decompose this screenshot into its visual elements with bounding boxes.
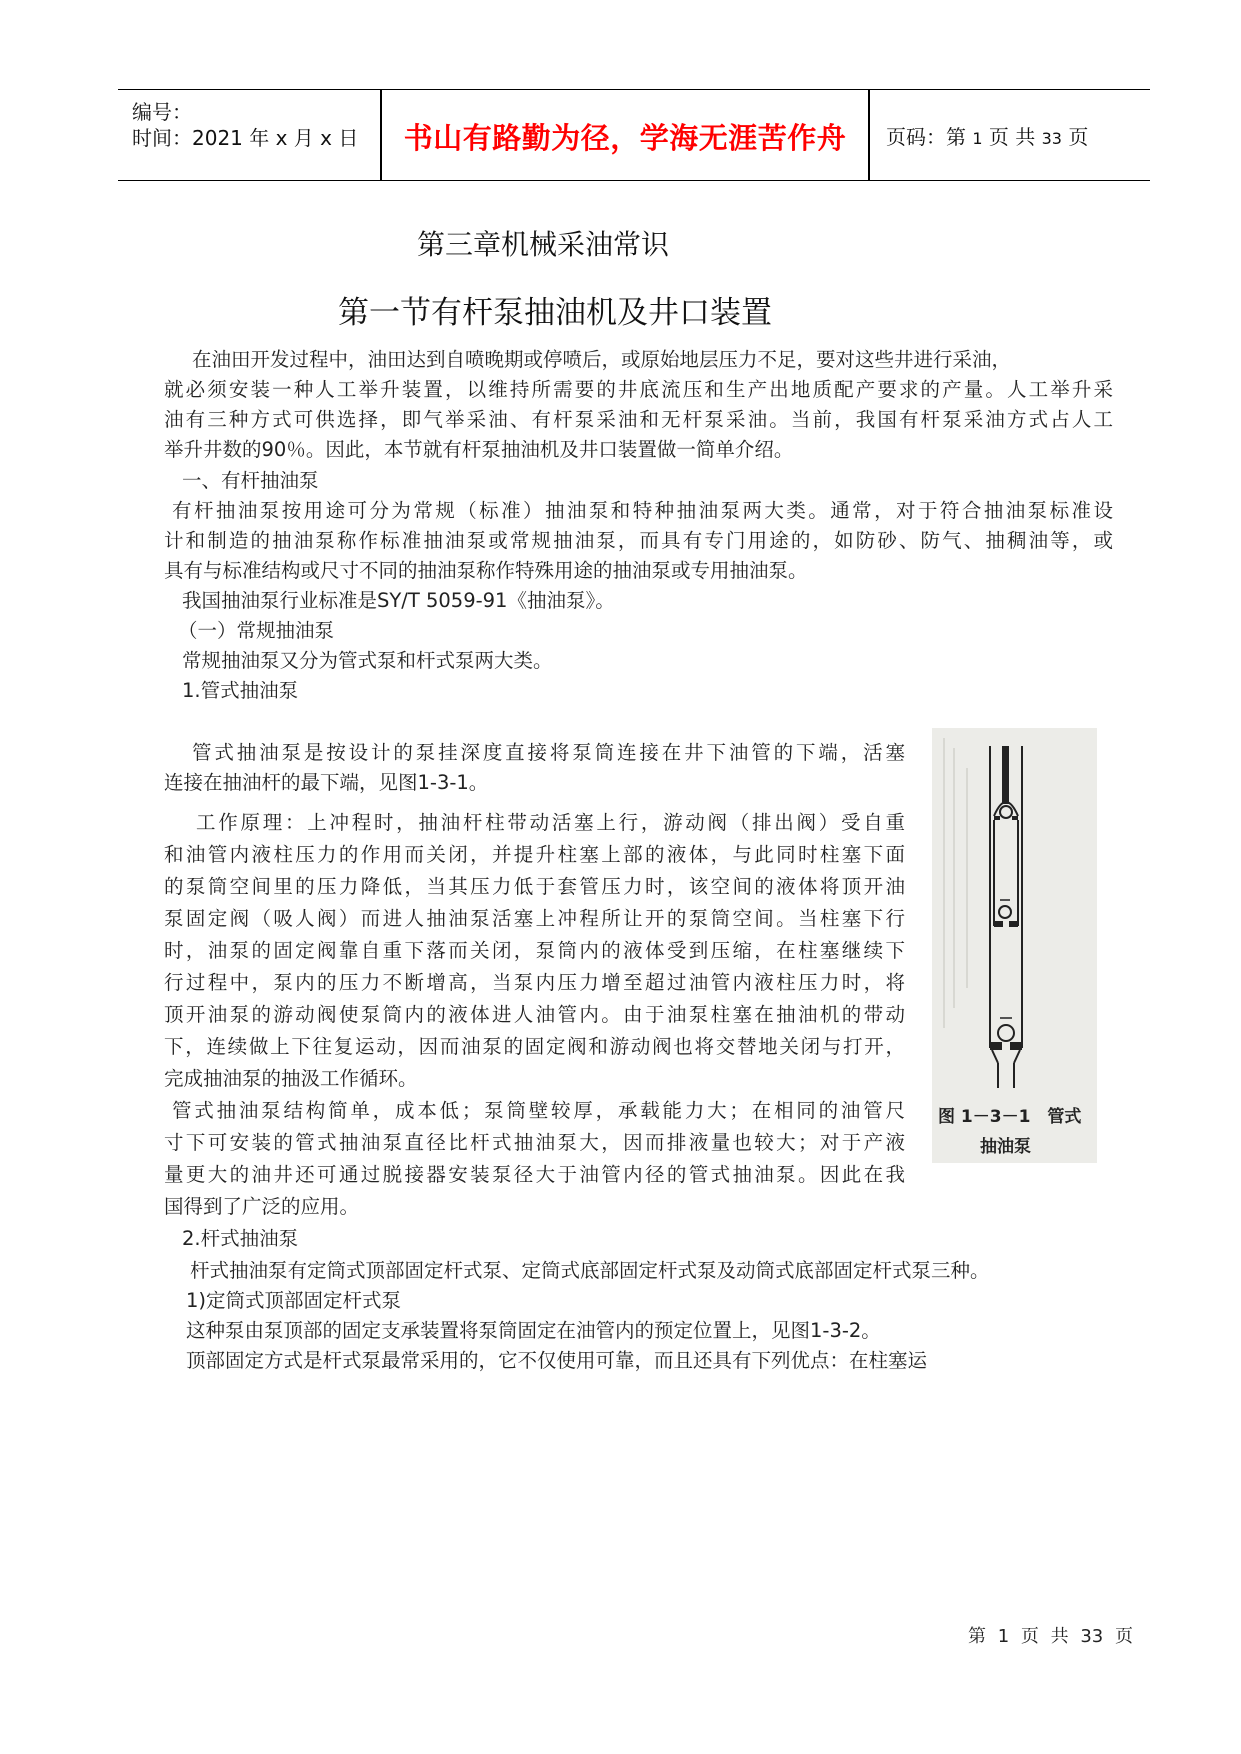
body-text-line: 完成抽油泵的抽汲工作循环。	[164, 1067, 418, 1090]
page-current: 1	[972, 129, 983, 148]
chapter-title: 第三章机械采油常识	[417, 228, 670, 261]
body-text-line: （一）常规抽油泵	[178, 619, 335, 642]
body-text-line: 时，油泵的固定阀靠自重下落而关闭，泵筒内的液体受到压缩，在柱塞继续下	[164, 939, 905, 962]
header-page-number	[886, 121, 1088, 150]
page-suffix: 页	[1061, 125, 1089, 149]
document-number-label: 编号：	[132, 100, 192, 124]
body-text-line: 管式抽油泵是按设计的泵挂深度直接将泵筒连接在井下油管的下端，活塞	[192, 741, 905, 764]
body-text-line: 和油管内液柱压力的作用而关闭，并提升柱塞上部的液体，与此同时柱塞下面	[164, 843, 905, 866]
body-text-line: 一、有杆抽油泵	[182, 469, 319, 492]
figure-tubing-pump	[932, 728, 1097, 1163]
body-text-line: 下，连续做上下往复运动，因而油泵的固定阀和游动阀也将交替地关闭与打开，	[164, 1035, 905, 1058]
body-text-line: 量更大的油井还可通过脱接器安装泵径大于油管内径的管式抽油泵。因此在我	[164, 1163, 905, 1186]
body-text-line: 油有三种方式可供选择，即气举采油、有杆泵采油和无杆泵采油。当前，我国有杆泵采油方式占人工	[164, 408, 1113, 431]
body-text-line: 2.杆式抽油泵	[182, 1227, 299, 1250]
figure-caption: 图 1－3－1 管式	[938, 1107, 1082, 1127]
body-text-line: 我国抽油泵行业标准是SY/T 5059-91《抽油泵》。	[182, 589, 615, 612]
body-text-line: 1)定筒式顶部固定杆式泵	[186, 1289, 402, 1312]
section-title: 第一节有杆泵抽油机及井口装置	[338, 295, 772, 331]
page-mid: 页 共	[982, 125, 1042, 149]
body-text-line: 计和制造的抽油泵称作标准抽油泵或常规抽油泵，而具有专门用途的，如防砂、防气、抽稠油等，或	[164, 529, 1113, 552]
body-text-line: 泵固定阀（吸人阀）而进人抽油泵活塞上冲程所让开的泵筒空间。当柱塞下行	[164, 907, 905, 930]
body-text-line: 寸下可安装的管式抽油泵直径比杆式抽油泵大，因而排液量也较大；对于产液	[164, 1131, 905, 1154]
body-text-line: 有杆抽油泵按用途可分为常规（标准）抽油泵和特种抽油泵两大类。通常，对于符合抽油泵标准设	[172, 499, 1113, 522]
body-text-line: 行过程中，泵内的压力不断增高，当泵内压力增至超过油管内液柱压力时，将	[164, 971, 905, 994]
body-text-line: 杆式抽油泵有定筒式顶部固定杆式泵、定筒式底部固定杆式泵及动筒式底部固定杆式泵三种。	[190, 1259, 990, 1282]
body-text-line: 顶开油泵的游动阀使泵筒内的液体进人油管内。由于油泵柱塞在抽油机的带动	[164, 1003, 905, 1026]
page-footer: 第 1 页 共 33 页	[968, 1626, 1133, 1647]
body-text-line: 在油田开发过程中，油田达到自喷晚期或停喷后，或原始地层压力不足，要对这些井进行采油，	[192, 348, 1012, 371]
header-info-cell	[132, 90, 382, 180]
body-text-line: 就必须安装一种人工举升装置，以维持所需要的井底流压和生产出地质配产要求的产量。人工举升采	[164, 378, 1113, 401]
body-text-line: 国得到了广泛的应用。	[164, 1195, 360, 1218]
header-table	[118, 89, 1150, 181]
body-text-line: 举升井数的90％。因此，本节就有杆泵抽油机及井口装置做一简单介绍。	[164, 438, 794, 461]
page-prefix: 页码：第	[886, 125, 973, 149]
tubing-pump-diagram-icon	[932, 728, 1097, 1163]
body-text-line: 1.管式抽油泵	[182, 679, 299, 702]
body-text-line: 工作原理：上冲程时，抽油杆柱带动活塞上行，游动阀（排出阀）受自重	[196, 811, 905, 834]
body-text-line: 连接在抽油杆的最下端，见图1-3-1。	[164, 771, 489, 794]
document-date: 时间：2021 年 x 月 x 日	[132, 126, 359, 150]
body-text-line: 这种泵由泵顶部的固定支承装置将泵筒固定在油管内的预定位置上，见图1-3-2。	[186, 1319, 881, 1342]
header-divider	[868, 90, 870, 180]
body-text-line: 具有与标准结构或尺寸不同的抽油泵称作特殊用途的抽油泵或专用抽油泵。	[164, 559, 808, 582]
figure-caption-line2: 抽油泵	[980, 1137, 1031, 1157]
page-total: 33	[1041, 129, 1062, 148]
body-text-line: 常规抽油泵又分为管式泵和杆式泵两大类。	[182, 649, 553, 672]
body-text-line: 的泵筒空间里的压力降低，当其压力低于套管压力时，该空间的液体将顶开油	[164, 875, 905, 898]
header-motto: 书山有路勤为径，学海无涯苦作舟	[403, 121, 847, 155]
body-text-line: 管式抽油泵结构简单，成本低；泵筒壁较厚，承载能力大；在相同的油管尺	[172, 1099, 905, 1122]
body-text-line: 顶部固定方式是杆式泵最常采用的，它不仅使用可靠，而且还具有下列优点：在柱塞运	[186, 1349, 928, 1372]
